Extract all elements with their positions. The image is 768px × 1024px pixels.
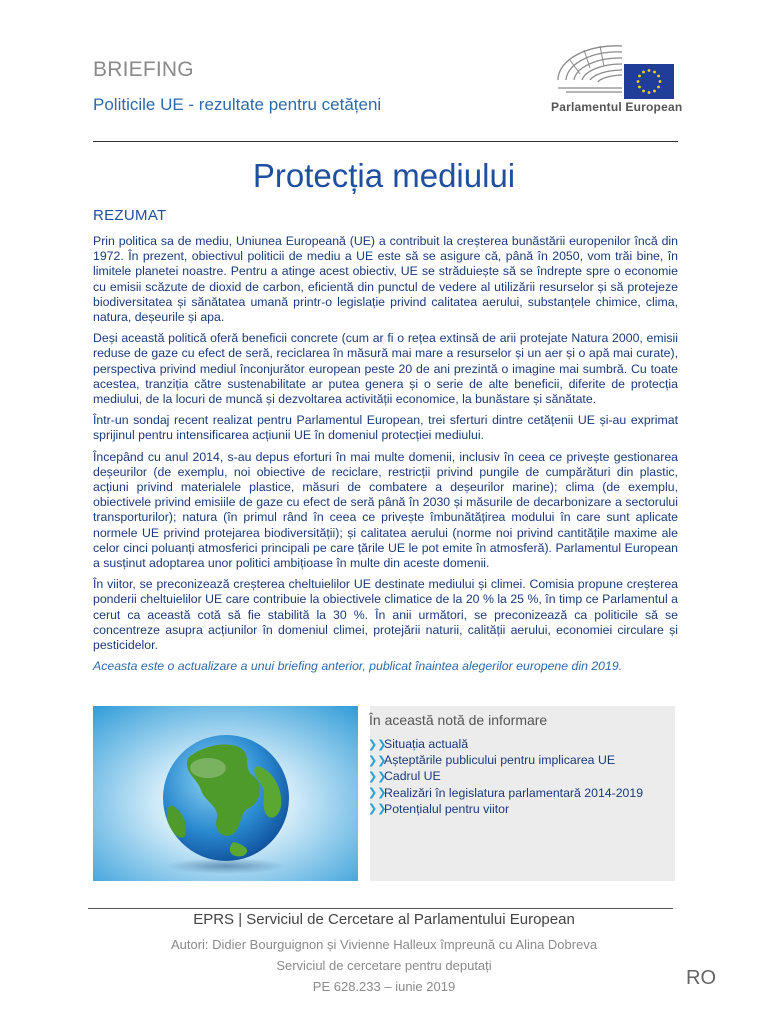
series-subtitle: Politicile UE - rezultate pentru cetățeni xyxy=(93,95,382,114)
chevron-right-icon: ❯❯ xyxy=(368,754,387,767)
info-box-item-label: Realizări în legislatura parlamentară 2014-2019 xyxy=(384,785,644,800)
footer-organization: EPRS | Serviciul de Cercetare al Parlamentului European xyxy=(193,911,575,928)
earth-globe-image xyxy=(93,706,358,881)
info-box-item[interactable] xyxy=(368,736,643,752)
summary-heading: REZUMAT xyxy=(93,207,167,224)
info-box-item-label: Cadrul UE xyxy=(384,769,441,784)
footer-divider xyxy=(88,908,673,909)
chevron-right-icon: ❯❯ xyxy=(368,787,387,800)
briefing-label: BRIEFING xyxy=(93,58,194,81)
eu-star-icon xyxy=(642,71,645,74)
chevron-right-icon: ❯❯ xyxy=(368,803,387,816)
eu-star-icon xyxy=(637,80,640,83)
logo-caption: Parlamentul European xyxy=(551,100,683,114)
info-box-item-label: Așteptările publicului pentru implicarea UE xyxy=(384,753,616,768)
info-box-item[interactable] xyxy=(368,768,643,784)
eu-star-icon xyxy=(653,71,656,74)
summary-paragraph: Într-un sondaj recent realizat pentru Parlamentul European, trei sferturi dintre cetățenii UE și-au exprimat sprijinul pentru intensificarea acțiunii UE în domeniul protecției mediului. xyxy=(93,413,678,443)
footer-authors: Autori: Didier Bourguignon și Vivienne Halleux împreună cu Alina Dobreva xyxy=(170,937,598,952)
eu-star-icon xyxy=(638,75,641,78)
info-box-item-label: Situația actuală xyxy=(384,737,469,752)
eu-star-icon xyxy=(638,86,641,89)
summary-paragraph: Începând cu anul 2014, s-au depus eforturi în mai multe domenii, inclusiv în ceea ce privește gestionarea deșeurilor (de exemplu, noi obiective de reciclare, restricții privind pungile de cumpărături din plastic, acțiuni privind materialele plastice, măsuri de combatere a deșeurilor marine); clima (de exemplu, obiectivele privind emisiile de gaze cu efect de seră până în 2030 și măsurile de decarbonizare a sectorului transporturilor); natura (în primul rând în ceea ce privește îmbunătățirea modului în care sunt aplicate normele UE privind protejarea biodiversității); și calitatea aerului (norme noi privind cantitățile maxime ale celor cinci poluanți atmosferici principali pe care țările UE le pot emite în atmosferă). Parlamentul European a susținut adoptarea unor politici ambițioase în multe din aceste domenii. xyxy=(93,449,678,571)
info-box xyxy=(370,706,675,881)
update-note: Aceasta este o actualizare a unui briefing anterior, publicat înaintea alegerilor europene din 2019. xyxy=(93,659,623,674)
eu-star-icon xyxy=(648,91,651,94)
eu-star-icon xyxy=(657,75,660,78)
chevron-right-icon: ❯❯ xyxy=(368,738,387,751)
footer-service: Serviciul de cercetare pentru deputați xyxy=(276,958,492,973)
eu-star-icon xyxy=(659,80,662,83)
info-box-list xyxy=(368,736,643,817)
eu-star-icon xyxy=(657,86,660,89)
eu-star-icon xyxy=(653,90,656,93)
info-box-item[interactable] xyxy=(368,785,643,801)
info-box-item[interactable] xyxy=(368,801,643,817)
chevron-right-icon: ❯❯ xyxy=(368,770,387,783)
eu-star-icon xyxy=(648,69,651,72)
summary-body xyxy=(93,234,678,680)
summary-paragraph: În viitor, se preconizează creșterea cheltuielilor UE destinate mediului și climei. Comisia propune creșterea ponderii cheltuielilor UE care contribuie la obiectivele climatice de la 20 % la 25 %, în timp ce Parlamentul a cerut ca această cotă să fie stabilită la 30 %. În anii următori, se preconizează ca politicile să se concentreze asupra acțiunilor în domeniul climei, protejării naturii, calității aerului, economiei circulare și pesticidelor. xyxy=(93,577,678,653)
eu-star-icon xyxy=(642,90,645,93)
summary-paragraph: Deși această politică oferă beneficii concrete (cum ar fi o rețea extinsă de arii protejate Natura 2000, emisii reduse de gaze cu efect de seră, reciclarea în măsură mai mare a resurselor și un aer și o apă mai curate), perspectiva privind mediul înconjurător european peste 20 de ani prezintă o imagine mai sumbră. Cu toate acestea, tranziția către sustenabilitate ar putea genera și o serie de alte beneficii, diferite de protecția mediului, de la locuri de muncă și dezvoltarea activității economice, la bunăstare și sănătate. xyxy=(93,331,678,407)
footer-reference: PE 628.233 – iunie 2019 xyxy=(312,979,456,994)
info-box-item[interactable] xyxy=(368,752,643,768)
summary-paragraph: Prin politica sa de mediu, Uniunea Europeană (UE) a contribuit la creșterea bunăstării europenilor încă din 1972. În prezent, obiectivul politicii de mediu a UE este să se asigure că, până în 2050, vom trăi bine, în limitele planetei noastre. Pentru a atinge acest obiectiv, UE se străduiește să se îndrepte spre o economie cu emisii scăzute de dioxid de carbon, eficientă din punctul de vedere al utilizării resurselor și să protejeze biodiversitatea și sănătatea umană printr-o legislație privind calitatea aerului, substanțele chimice, clima, natura, deșeurile și apa. xyxy=(93,234,678,325)
page-title: Protecția mediului xyxy=(252,157,516,194)
language-code: RO xyxy=(686,967,716,989)
header-divider xyxy=(93,141,678,142)
info-box-title: În această notă de informare xyxy=(369,712,548,728)
info-box-item-label: Potențialul pentru viitor xyxy=(384,801,510,816)
